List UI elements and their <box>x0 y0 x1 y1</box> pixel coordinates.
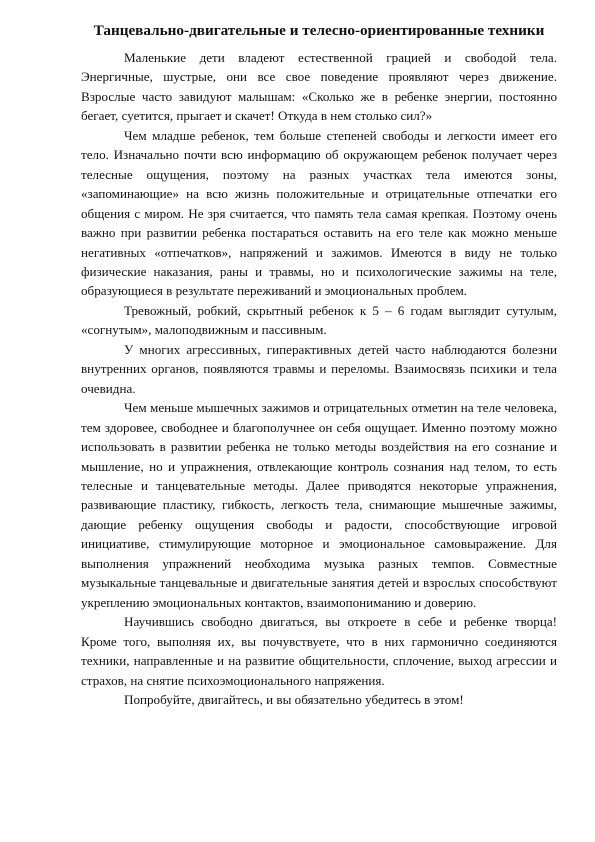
document-title: Танцевально-двигательные и телесно-ориентированные техники <box>93 22 545 39</box>
paragraph: Научившись свободно двигаться, вы откроете в себе и ребенке творца! Кроме того, выполняя их, вы почувствуете, что в них гармонично соединяются техники, направленные и на развитие общительности, сплочение, выход агрессии и страхов, на снятие психоэмоционального напряжения. <box>81 614 557 688</box>
paragraph: Чем меньше мышечных зажимов и отрицательных отметин на теле человека, тем здоровее, свободнее и благополучнее он себя ощущает. Именно поэтому можно использовать в развитии ребенка не только методы воздействия на его сознание и мышление, но и упражнения, отвлекающие контроль сознания над телом, то есть телесные и танцевательные методы. Далее приводятся некоторые упражнения, развивающие пластику, гибкость, легкость тела, снимающие мышечные зажимы, дающие ребенку ощущения свободы и радости, способствующие игровой инициативе, стимулирующие моторное и эмоциональное самовыражение. Для выполнения упражнений необходима музыка разных темпов. Совместные музыкальные танцевальные и двигательные занятия детей и взрослых способствуют укреплению эмоциональных контактов, взаимопониманию и доверию. <box>81 400 557 610</box>
paragraph: Попробуйте, двигайтесь, и вы обязательно убедитесь в этом! <box>124 691 464 707</box>
paragraph: Тревожный, робкий, скрытный ребенок к 5 – 6 годам выглядит сутулым, «согнутым», малоподвижным и пассивным. <box>81 302 557 338</box>
paragraph: У многих агрессивных, гиперактивных детей часто наблюдаются болезни внутренних органов, появляются травмы и переломы. Взаимосвязь психики и тела очевидна. <box>81 341 557 396</box>
paragraph: Чем младше ребенок, тем больше степеней свободы и легкости имеет его тело. Изначально почти всю информацию об окружающем ребенок получает через телесные ощущения, поэтому на разных участках тела имеются зоны, «запоминающие» на всю жизнь положительные и отрицательные отпечатки его общения с миром. Не зря считается, что память тела самая крепкая. Поэтому очень важно при развитии ребенка постараться оставить на его теле как можно меньше негативных «отпечатков», напряжений и зажимов. Имеются в виду не только физические наказания, раны и травмы, но и психологические зажимы на теле, образующиеся в результате переживаний и эмоциональных проблем. <box>81 127 557 299</box>
paragraph: Маленькие дети владеют естественной грацией и свободой тела. Энергичные, шустрые, они все свое поведение проявляют через движение. Взрослые часто завидуют малышам: «Сколько же в ребенке энергии, постоянно бегает, суетится, прыгает и скачет! Откуда в нем столько сил?» <box>81 50 557 124</box>
document-body <box>81 48 557 709</box>
